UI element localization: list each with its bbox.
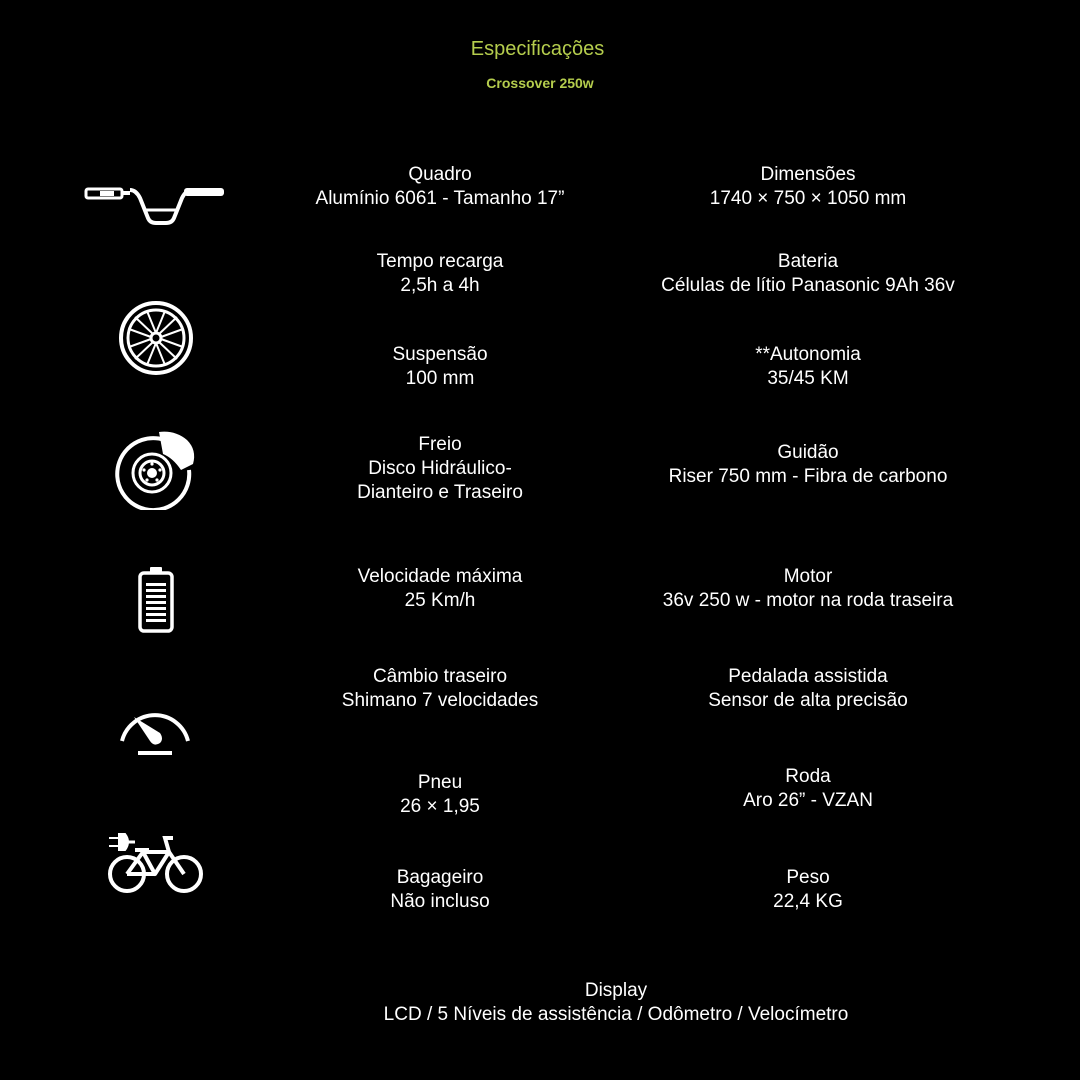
spec-label: Freio xyxy=(418,434,462,455)
spec-value: 1740 × 750 × 1050 mm xyxy=(709,188,907,209)
spec-label: Guidão xyxy=(777,442,839,463)
spec-label: Bateria xyxy=(777,251,839,272)
spec-dimensoes xyxy=(608,163,1008,211)
spec-value: 25 Km/h xyxy=(404,590,476,611)
spec-value: 36v 250 w - motor na roda traseira xyxy=(662,590,954,611)
spec-quadro xyxy=(240,163,640,211)
spec-suspensao xyxy=(240,343,640,391)
spec-peso xyxy=(608,866,1008,914)
speedometer-icon xyxy=(116,703,194,759)
spec-label: Display xyxy=(584,980,648,1001)
spec-label: Bagageiro xyxy=(396,867,484,888)
spec-value-2: Dianteiro e Traseiro xyxy=(357,482,523,503)
spec-tempo-recarga xyxy=(240,250,640,298)
wheel-icon xyxy=(117,299,195,377)
spec-display xyxy=(316,979,916,1027)
spec-value: Shimano 7 velocidades xyxy=(341,690,539,711)
spec-label: Tempo recarga xyxy=(376,251,504,272)
spec-motor xyxy=(608,565,1008,613)
spec-value: Células de lítio Panasonic 9Ah 36v xyxy=(661,275,955,296)
spec-value: Aro 26” - VZAN xyxy=(743,790,873,811)
spec-value: LCD / 5 Níveis de assistência / Odômetro / Velocímetro xyxy=(383,1004,849,1025)
spec-label: Motor xyxy=(783,566,833,587)
spec-label: Pedalada assistida xyxy=(728,666,888,687)
spec-value: Alumínio 6061 - Tamanho 17” xyxy=(315,188,565,209)
spec-value: Disco Hidráulico- xyxy=(368,458,512,479)
spec-label: Quadro xyxy=(408,164,472,185)
spec-autonomia xyxy=(608,343,1008,391)
spec-roda xyxy=(608,765,1008,813)
spec-pedalada xyxy=(608,665,1008,713)
handlebar-icon xyxy=(84,180,228,228)
spec-value: 22,4 KG xyxy=(773,891,843,912)
spec-value: Não incluso xyxy=(390,891,490,912)
spec-value: Sensor de alta precisão xyxy=(708,690,908,711)
spec-label: Câmbio traseiro xyxy=(372,666,508,687)
spec-guidao xyxy=(608,441,1008,489)
spec-value: Riser 750 mm - Fibra de carbono xyxy=(668,466,948,487)
spec-label: Dimensões xyxy=(760,164,856,185)
disc-brake-icon xyxy=(115,428,197,510)
spec-bagageiro xyxy=(240,866,640,914)
spec-freio xyxy=(240,433,640,505)
ebike-icon xyxy=(107,830,205,896)
spec-velocidade xyxy=(240,565,640,613)
page-title: Especificações xyxy=(470,38,605,60)
spec-value: 100 mm xyxy=(405,368,475,389)
spec-value: 26 × 1,95 xyxy=(400,796,480,817)
spec-cambio xyxy=(240,665,640,713)
spec-label: **Autonomia xyxy=(755,344,861,365)
page-subtitle: Crossover 250w xyxy=(486,75,594,91)
spec-label: Peso xyxy=(786,867,830,888)
spec-pneu xyxy=(240,771,640,819)
spec-label: Pneu xyxy=(417,772,463,793)
spec-label: Velocidade máxima xyxy=(357,566,523,587)
spec-label: Suspensão xyxy=(392,344,488,365)
spec-bateria xyxy=(608,250,1008,298)
spec-value: 2,5h a 4h xyxy=(400,275,480,296)
battery-icon xyxy=(137,566,175,634)
spec-label: Roda xyxy=(785,766,831,787)
spec-value: 35/45 KM xyxy=(767,368,849,389)
